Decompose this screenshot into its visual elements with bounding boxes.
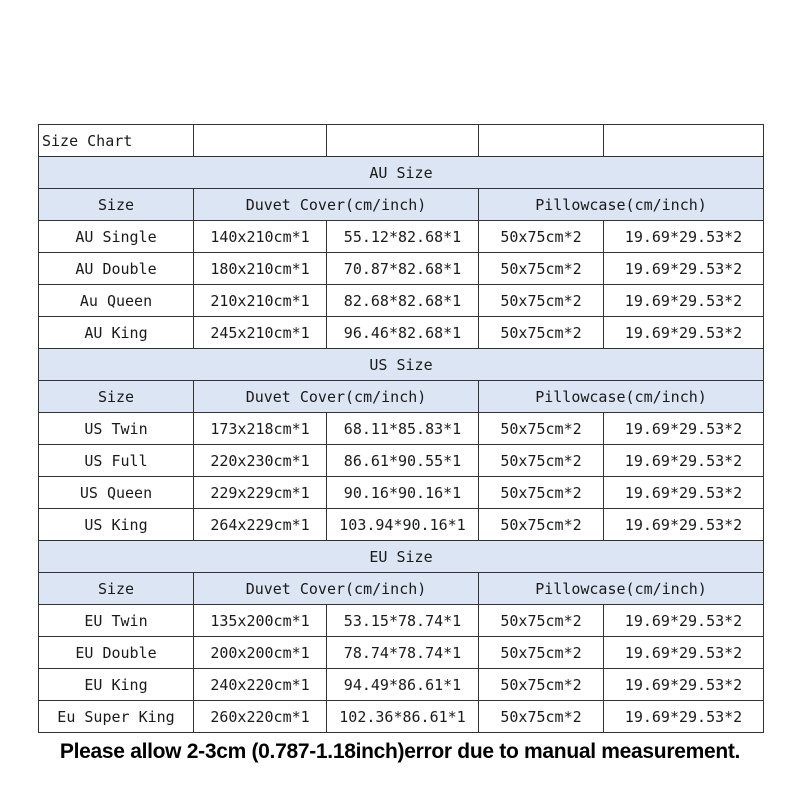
pillow-inch-cell: 19.69*29.53*2 (604, 445, 764, 477)
pillow-cm-cell: 50x75cm*2 (479, 605, 604, 637)
size-row (39, 509, 764, 541)
duvet-inch-cell: 78.74*78.74*1 (327, 637, 479, 669)
duvet-inch-cell: 86.61*90.55*1 (327, 445, 479, 477)
duvet-cm-cell: 200x200cm*1 (194, 637, 327, 669)
size-row (39, 221, 764, 253)
pillow-cm-cell: 50x75cm*2 (479, 509, 604, 541)
duvet-cm-cell: 135x200cm*1 (194, 605, 327, 637)
duvet-inch-cell: 70.87*82.68*1 (327, 253, 479, 285)
size-row (39, 445, 764, 477)
pillowcase-column-header: Pillowcase(cm/inch) (479, 189, 764, 221)
duvet-inch-cell: 68.11*85.83*1 (327, 413, 479, 445)
size-column-header: Size (39, 189, 194, 221)
column-header-row (39, 573, 764, 605)
pillow-cm-cell: 50x75cm*2 (479, 701, 604, 733)
measurement-disclaimer: Please allow 2-3cm (0.787-1.18inch)error due to manual measurement. (59, 740, 741, 763)
duvet-cm-cell: 220x230cm*1 (194, 445, 327, 477)
duvet-cm-cell: 140x210cm*1 (194, 221, 327, 253)
duvet-inch-cell: 53.15*78.74*1 (327, 605, 479, 637)
pillow-inch-cell: 19.69*29.53*2 (604, 477, 764, 509)
size-chart-body (39, 125, 764, 733)
duvet-cm-cell: 180x210cm*1 (194, 253, 327, 285)
pillow-cm-cell: 50x75cm*2 (479, 669, 604, 701)
pillow-cm-cell: 50x75cm*2 (479, 221, 604, 253)
size-row (39, 605, 764, 637)
duvet-inch-cell: 103.94*90.16*1 (327, 509, 479, 541)
pillow-cm-cell: 50x75cm*2 (479, 285, 604, 317)
pillow-inch-cell: 19.69*29.53*2 (604, 317, 764, 349)
size-row (39, 669, 764, 701)
pillow-inch-cell: 19.69*29.53*2 (604, 669, 764, 701)
size-name-cell: AU Double (39, 253, 194, 285)
column-header-row (39, 189, 764, 221)
duvet-inch-cell: 96.46*82.68*1 (327, 317, 479, 349)
size-row (39, 317, 764, 349)
pillow-inch-cell: 19.69*29.53*2 (604, 701, 764, 733)
size-row (39, 637, 764, 669)
duvet-cm-cell: 210x210cm*1 (194, 285, 327, 317)
size-row (39, 701, 764, 733)
pillow-cm-cell: 50x75cm*2 (479, 445, 604, 477)
empty-cell (604, 125, 764, 157)
section-title-row (39, 349, 764, 381)
column-header-row (39, 381, 764, 413)
empty-cell (194, 125, 327, 157)
pillow-inch-cell: 19.69*29.53*2 (604, 509, 764, 541)
pillow-inch-cell: 19.69*29.53*2 (604, 605, 764, 637)
size-name-cell: AU King (39, 317, 194, 349)
duvet-cm-cell: 229x229cm*1 (194, 477, 327, 509)
size-name-cell: US King (39, 509, 194, 541)
size-name-cell: EU Double (39, 637, 194, 669)
duvet-inch-cell: 55.12*82.68*1 (327, 221, 479, 253)
size-name-cell: US Full (39, 445, 194, 477)
duvet-inch-cell: 102.36*86.61*1 (327, 701, 479, 733)
section-title: EU Size (39, 541, 764, 573)
size-row (39, 413, 764, 445)
duvet-inch-cell: 90.16*90.16*1 (327, 477, 479, 509)
pillow-cm-cell: 50x75cm*2 (479, 317, 604, 349)
size-name-cell: US Twin (39, 413, 194, 445)
size-name-cell: EU King (39, 669, 194, 701)
section-title-row (39, 157, 764, 189)
pillow-cm-cell: 50x75cm*2 (479, 413, 604, 445)
duvet-cm-cell: 245x210cm*1 (194, 317, 327, 349)
pillow-inch-cell: 19.69*29.53*2 (604, 285, 764, 317)
size-row (39, 253, 764, 285)
chart-title: Size Chart (39, 125, 194, 157)
duvet-cm-cell: 173x218cm*1 (194, 413, 327, 445)
size-row (39, 477, 764, 509)
pillow-inch-cell: 19.69*29.53*2 (604, 413, 764, 445)
duvet-cm-cell: 260x220cm*1 (194, 701, 327, 733)
duvet-column-header: Duvet Cover(cm/inch) (194, 189, 479, 221)
pillow-cm-cell: 50x75cm*2 (479, 477, 604, 509)
duvet-column-header: Duvet Cover(cm/inch) (194, 381, 479, 413)
size-column-header: Size (39, 381, 194, 413)
duvet-inch-cell: 82.68*82.68*1 (327, 285, 479, 317)
duvet-column-header: Duvet Cover(cm/inch) (194, 573, 479, 605)
size-name-cell: US Queen (39, 477, 194, 509)
pillowcase-column-header: Pillowcase(cm/inch) (479, 573, 764, 605)
size-column-header: Size (39, 573, 194, 605)
empty-cell (327, 125, 479, 157)
size-name-cell: AU Single (39, 221, 194, 253)
section-title: US Size (39, 349, 764, 381)
size-chart-table (38, 124, 764, 733)
duvet-cm-cell: 264x229cm*1 (194, 509, 327, 541)
section-title-row (39, 541, 764, 573)
empty-cell (479, 125, 604, 157)
pillow-inch-cell: 19.69*29.53*2 (604, 221, 764, 253)
pillow-inch-cell: 19.69*29.53*2 (604, 637, 764, 669)
size-name-cell: Au Queen (39, 285, 194, 317)
size-name-cell: Eu Super King (39, 701, 194, 733)
size-name-cell: EU Twin (39, 605, 194, 637)
duvet-cm-cell: 240x220cm*1 (194, 669, 327, 701)
pillow-inch-cell: 19.69*29.53*2 (604, 253, 764, 285)
size-row (39, 285, 764, 317)
pillow-cm-cell: 50x75cm*2 (479, 253, 604, 285)
chart-title-row (39, 125, 764, 157)
duvet-inch-cell: 94.49*86.61*1 (327, 669, 479, 701)
section-title: AU Size (39, 157, 764, 189)
pillow-cm-cell: 50x75cm*2 (479, 637, 604, 669)
pillowcase-column-header: Pillowcase(cm/inch) (479, 381, 764, 413)
